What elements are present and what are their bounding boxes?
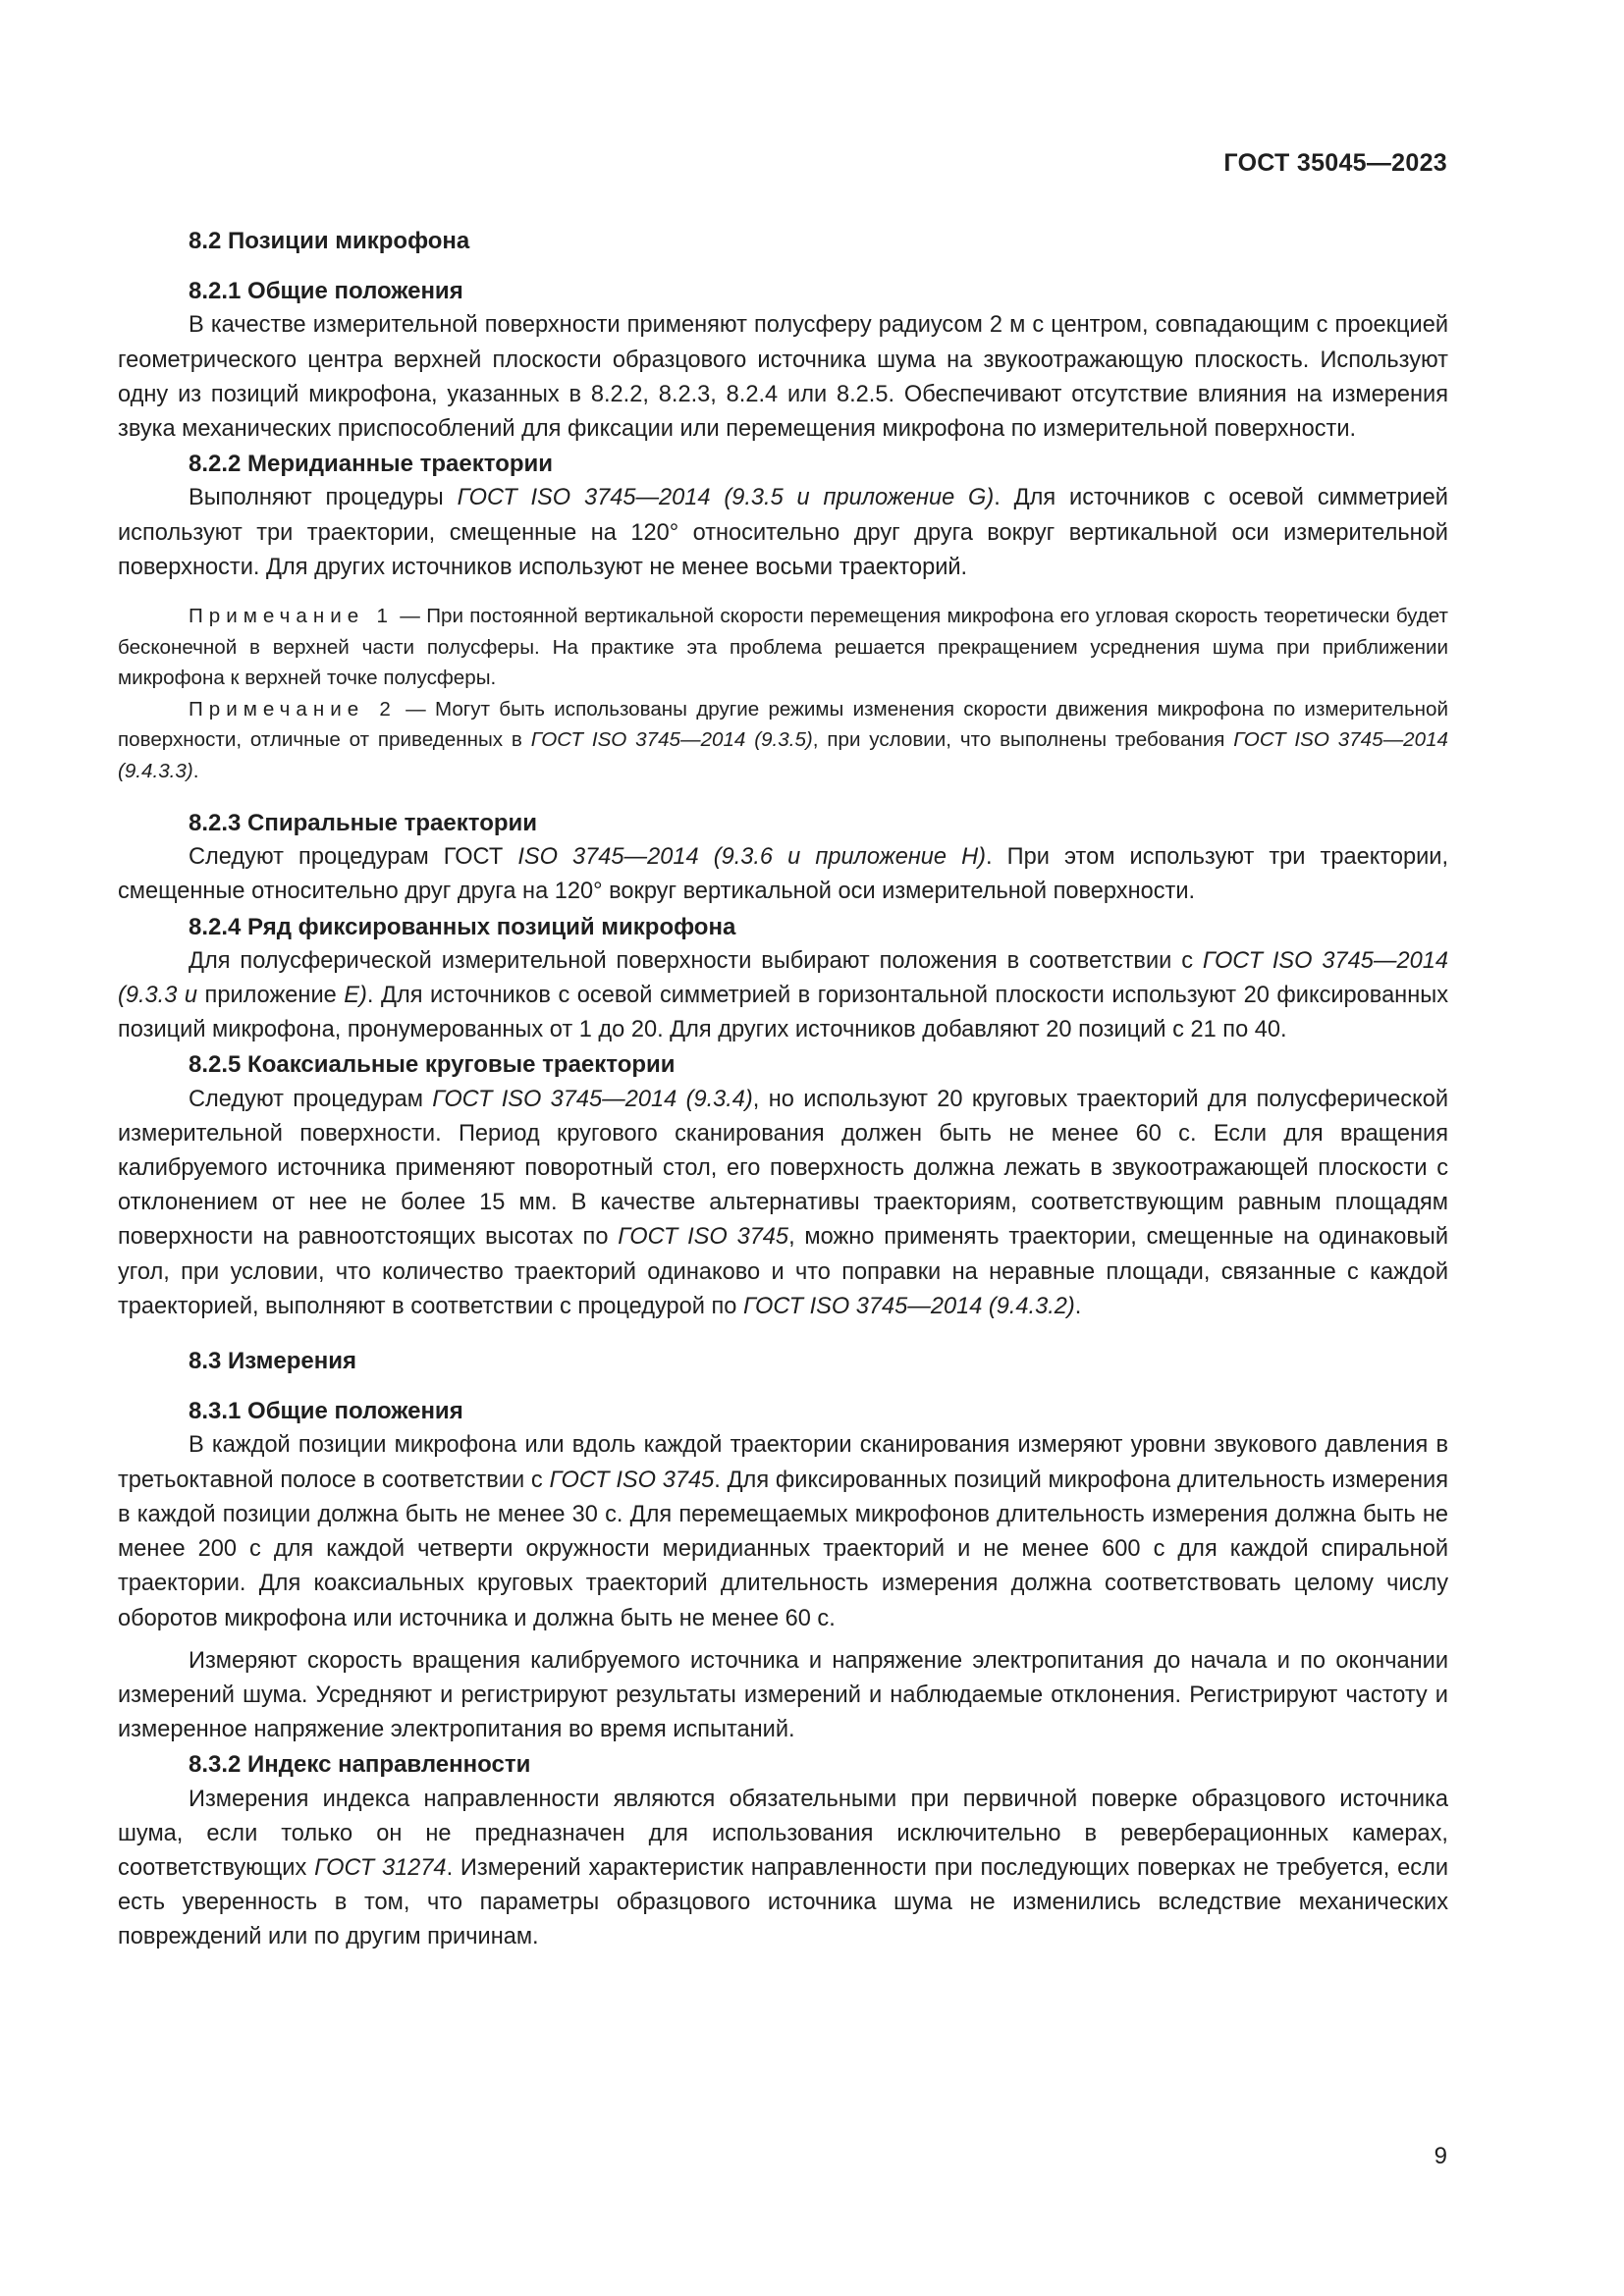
section-8-2-2-title: 8.2.2 Меридианные траектории bbox=[189, 451, 554, 478]
standard-reference: ГОСТ ISO 3745 bbox=[618, 1224, 789, 1251]
text-run: В каждой позиции микрофона или вдоль каждой траектории сканирования измеряют уровни звукового давления в третьоктавной полосе в соответствии с bbox=[118, 1432, 1448, 1493]
text-run: Для полусферической измерительной поверхности выбирают положения в соответствии с bbox=[189, 947, 1203, 974]
standard-reference: E) bbox=[344, 983, 367, 1009]
notes-block bbox=[118, 601, 1448, 786]
standard-reference: ГОСТ ISO 3745 bbox=[549, 1467, 715, 1493]
page-number: 9 bbox=[1434, 2143, 1447, 2169]
section-8-2-5-title: 8.2.5 Коаксиальные круговые траектории bbox=[189, 1051, 676, 1079]
text-run: . bbox=[192, 759, 199, 782]
text-run: Измерения индекса направленности являются обязательными при первичной поверке образцового источника шума, если только он не предназначен для использования исключительно в реверберационных камерах, соответствующих bbox=[118, 1786, 1448, 1881]
section-8-3-1-title: 8.3.1 Общие положения bbox=[189, 1398, 463, 1425]
section-8-2-3-title: 8.2.3 Спиральные траектории bbox=[189, 810, 538, 837]
standard-reference: ГОСТ 31274 bbox=[314, 1854, 447, 1881]
section-8-3-2-title: 8.3.2 Индекс направленности bbox=[189, 1751, 531, 1779]
standard-reference: ГОСТ ISO 3745—2014 (9.4.3.3) bbox=[118, 728, 1448, 782]
section-8-3-title: 8.3 Измерения bbox=[189, 1348, 356, 1375]
section-8-3-1-paragraph-1 bbox=[118, 1428, 1448, 1635]
text-run: . Измерений характеристик направленности при последующих поверках не требуется, если есть уверенность в том, что параметры образцового источника шума не изменились вследствие механических повреждений или по другим причинам. bbox=[118, 1854, 1449, 1950]
note-1 bbox=[118, 601, 1448, 694]
standard-reference: ГОСТ ISO 3745—2014 (9.3.5) bbox=[530, 728, 813, 752]
section-8-2-2-paragraph bbox=[118, 481, 1448, 585]
section-8-2-4-title: 8.2.4 Ряд фиксированных позиций микрофона bbox=[189, 913, 736, 940]
note-1-label: Примечание 1 bbox=[189, 605, 394, 628]
section-8-3-1-paragraph-2: Измеряют скорость вращения калибруемого источника и напряжение электропитания до начала и по окончании измерений шума. Усредняют и регистрируют результаты измерений и наблюдаемые отклонения. Регистрируют частоту и измеренное напряжение электропитания во время испытаний. bbox=[118, 1647, 1448, 1743]
text-run: . Для фиксированных позиций микрофона длительность измерения в каждой позиции должна быть не менее 30 с. Для перемещаемых микрофонов длительность измерения должна быть не менее 200 с для каждой четверти окружности меридианных траекторий и не менее 600 с для каждой спиральной траектории. Для коаксиальных круговых траекторий длительность измерения должна соответствовать целому числу оборотов микрофона или источника и должна быть не менее 60 с. bbox=[118, 1467, 1448, 1631]
section-8-2-4-paragraph bbox=[118, 944, 1448, 1048]
text-run: . При этом используют три траектории, смещенные относительно друг друга на 120° вокруг вертикальной оси измерительной поверхности. bbox=[118, 844, 1449, 905]
note-2 bbox=[118, 694, 1448, 787]
standard-reference: ГОСТ ISO 3745—2014 (9.3.5 и приложение G) bbox=[457, 485, 995, 511]
section-8-2-1-paragraph: В качестве измерительной поверхности применяют полусферу радиусом 2 м с центром, совпадающим с проекцией геометрического центра верхней плоскости образцового источника шума на звукоотражающую плоскость. Используют одну из позиций микрофона, указанных в 8.2.2, 8.2.3, 8.2.4 или 8.2.5. Обеспечивают отсутствие влияния на измерения звука механических приспособлений для фиксации или перемещения микрофона по измерительной поверхности. bbox=[118, 312, 1448, 443]
standard-reference: ISO 3745—2014 (9.3.6 и приложение H) bbox=[517, 844, 987, 871]
section-8-2-5-paragraph bbox=[118, 1083, 1448, 1324]
text-run: — Могут быть использованы другие режимы изменения скорости движения микрофона по измерительной поверхности, отличные от приведенных в bbox=[118, 697, 1448, 752]
section-8-3-2-paragraph bbox=[118, 1783, 1448, 1955]
text-run: Следуют процедурам ГОСТ bbox=[189, 844, 518, 871]
text-run: . bbox=[1074, 1293, 1082, 1319]
document-code: ГОСТ 35045—2023 bbox=[1223, 149, 1447, 177]
section-8-2-3-paragraph bbox=[118, 840, 1448, 909]
text-run: , можно применять траектории, смещенные на одинаковый угол, при условии, что количество траекторий одинаково и что поправки на неравные площади, связанные с каждой траекторией, выполняют в соответствии с процедурой по bbox=[118, 1224, 1448, 1319]
text-run: приложение bbox=[197, 983, 345, 1009]
text-run: , но используют 20 круговых траекторий для полусферической измерительной поверхности. Период кругового сканирования должен быть не менее 60 с. Если для вращения калибруемого источника применяют поворотный стол, его поверхность должна лежать в звукоотражающей плоскости с отклонением от нее не более 15 мм. В качестве альтернативы траекториям, соответствующим равным площадям поверхности на равноотстоящих высотах по bbox=[118, 1086, 1448, 1251]
note-1-text: — При постоянной вертикальной скорости перемещения микрофона его угловая скорость теоретически будет бесконечной в верхней части полусферы. На практике эта проблема решается прекращением усреднения шума при приближении микрофона к верхней точке полусферы. bbox=[118, 605, 1448, 690]
page-content bbox=[118, 224, 1448, 1955]
text-run: Следуют процедурам bbox=[189, 1086, 433, 1112]
note-2-label: Примечание 2 bbox=[189, 697, 397, 721]
standard-reference: ГОСТ ISO 3745—2014 (9.4.3.2) bbox=[742, 1293, 1075, 1319]
section-8-2-1-title: 8.2.1 Общие положения bbox=[189, 278, 463, 305]
text-run: . Для источников с осевой симметрией используют три траектории, смещенные на 120° относительно друг друга вокруг вертикальной оси измерительной поверхности. Для других источников используют не менее восьми траекторий. bbox=[118, 485, 1448, 580]
text-run: . Для источников с осевой симметрией в горизонтальной плоскости используют 20 фиксированных позиций микрофона, пронумерованных от 1 до 20. Для других источников добавляют 20 позиций с 21 по 40. bbox=[118, 983, 1448, 1043]
section-8-2-title: 8.2 Позиции микрофона bbox=[189, 228, 470, 254]
standard-reference: ГОСТ ISO 3745—2014 (9.3.3 и bbox=[118, 947, 1448, 1009]
text-run: , при условии, что выполнены требования bbox=[812, 728, 1234, 752]
text-run: Выполняют процедуры bbox=[189, 485, 458, 511]
standard-reference: ГОСТ ISO 3745—2014 (9.3.4) bbox=[432, 1086, 753, 1112]
